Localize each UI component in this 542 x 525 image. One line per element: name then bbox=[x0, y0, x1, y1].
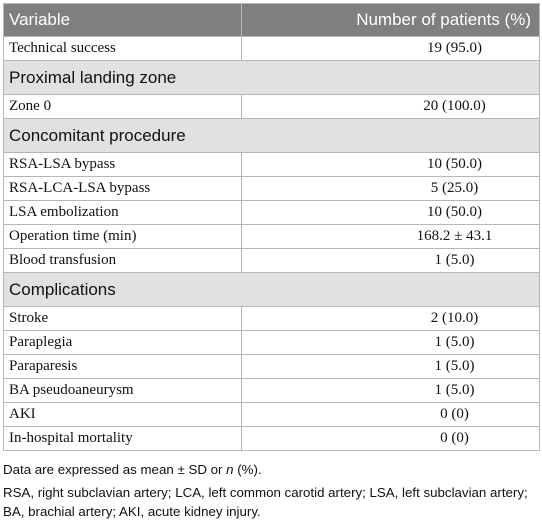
section-title: Concomitant procedure bbox=[4, 119, 540, 153]
table-row bbox=[4, 355, 540, 379]
footnote-text: (%). bbox=[233, 462, 262, 477]
header-variable: Variable bbox=[4, 4, 242, 37]
row-value: 19 (95.0) bbox=[242, 37, 540, 61]
table-row bbox=[4, 153, 540, 177]
row-value: 1 (5.0) bbox=[242, 355, 540, 379]
footnote-text: SD or bbox=[184, 462, 227, 477]
table-row bbox=[4, 331, 540, 355]
section-title: Complications bbox=[4, 273, 540, 307]
row-label: BA pseudoaneurysm bbox=[4, 379, 242, 403]
row-value: 168.2 ± 43.1 bbox=[242, 225, 540, 249]
row-label: RSA-LCA-LSA bypass bbox=[4, 177, 242, 201]
row-label: Blood transfusion bbox=[4, 249, 242, 273]
table-container bbox=[3, 3, 539, 521]
footnote-abbreviations: RSA, right subclavian artery; LCA, left common carotid artery; LSA, left subclavian artery; BA, brachial artery; AKI, acute kidney injury. bbox=[3, 485, 528, 519]
row-label: Paraparesis bbox=[4, 355, 242, 379]
row-label: Paraplegia bbox=[4, 331, 242, 355]
table-row bbox=[4, 37, 540, 61]
row-value: 0 (0) bbox=[242, 427, 540, 451]
table-row bbox=[4, 177, 540, 201]
section-header-row bbox=[4, 273, 540, 307]
footnote-data-expression bbox=[3, 460, 539, 479]
section-title: Proximal landing zone bbox=[4, 61, 540, 95]
results-table bbox=[3, 3, 540, 451]
table-header-row bbox=[4, 4, 540, 37]
row-label: AKI bbox=[4, 403, 242, 427]
header-number-of-patients: Number of patients (%) bbox=[242, 4, 540, 37]
table-footnotes bbox=[3, 460, 539, 521]
section-header-row bbox=[4, 119, 540, 153]
row-value: 20 (100.0) bbox=[242, 95, 540, 119]
row-value: 1 (5.0) bbox=[242, 249, 540, 273]
row-value: 0 (0) bbox=[242, 403, 540, 427]
row-value: 5 (25.0) bbox=[242, 177, 540, 201]
table-row bbox=[4, 249, 540, 273]
footnote-text: Data are expressed as mean bbox=[3, 462, 178, 477]
footnote-n-italic: n bbox=[226, 462, 234, 477]
table-row bbox=[4, 201, 540, 225]
row-label: Operation time (min) bbox=[4, 225, 242, 249]
row-label: RSA-LSA bypass bbox=[4, 153, 242, 177]
plus-minus-symbol: ± bbox=[177, 462, 185, 477]
row-value: 2 (10.0) bbox=[242, 307, 540, 331]
table-row bbox=[4, 95, 540, 119]
table-row bbox=[4, 379, 540, 403]
row-value: 1 (5.0) bbox=[242, 331, 540, 355]
table-row bbox=[4, 427, 540, 451]
table-row bbox=[4, 307, 540, 331]
section-header-row bbox=[4, 61, 540, 95]
table-row bbox=[4, 225, 540, 249]
row-label: Technical success bbox=[4, 37, 242, 61]
row-label: LSA embolization bbox=[4, 201, 242, 225]
row-value: 10 (50.0) bbox=[242, 201, 540, 225]
table-row bbox=[4, 403, 540, 427]
row-value: 1 (5.0) bbox=[242, 379, 540, 403]
row-label: Zone 0 bbox=[4, 95, 242, 119]
row-label: Stroke bbox=[4, 307, 242, 331]
row-value: 10 (50.0) bbox=[242, 153, 540, 177]
row-label: In-hospital mortality bbox=[4, 427, 242, 451]
